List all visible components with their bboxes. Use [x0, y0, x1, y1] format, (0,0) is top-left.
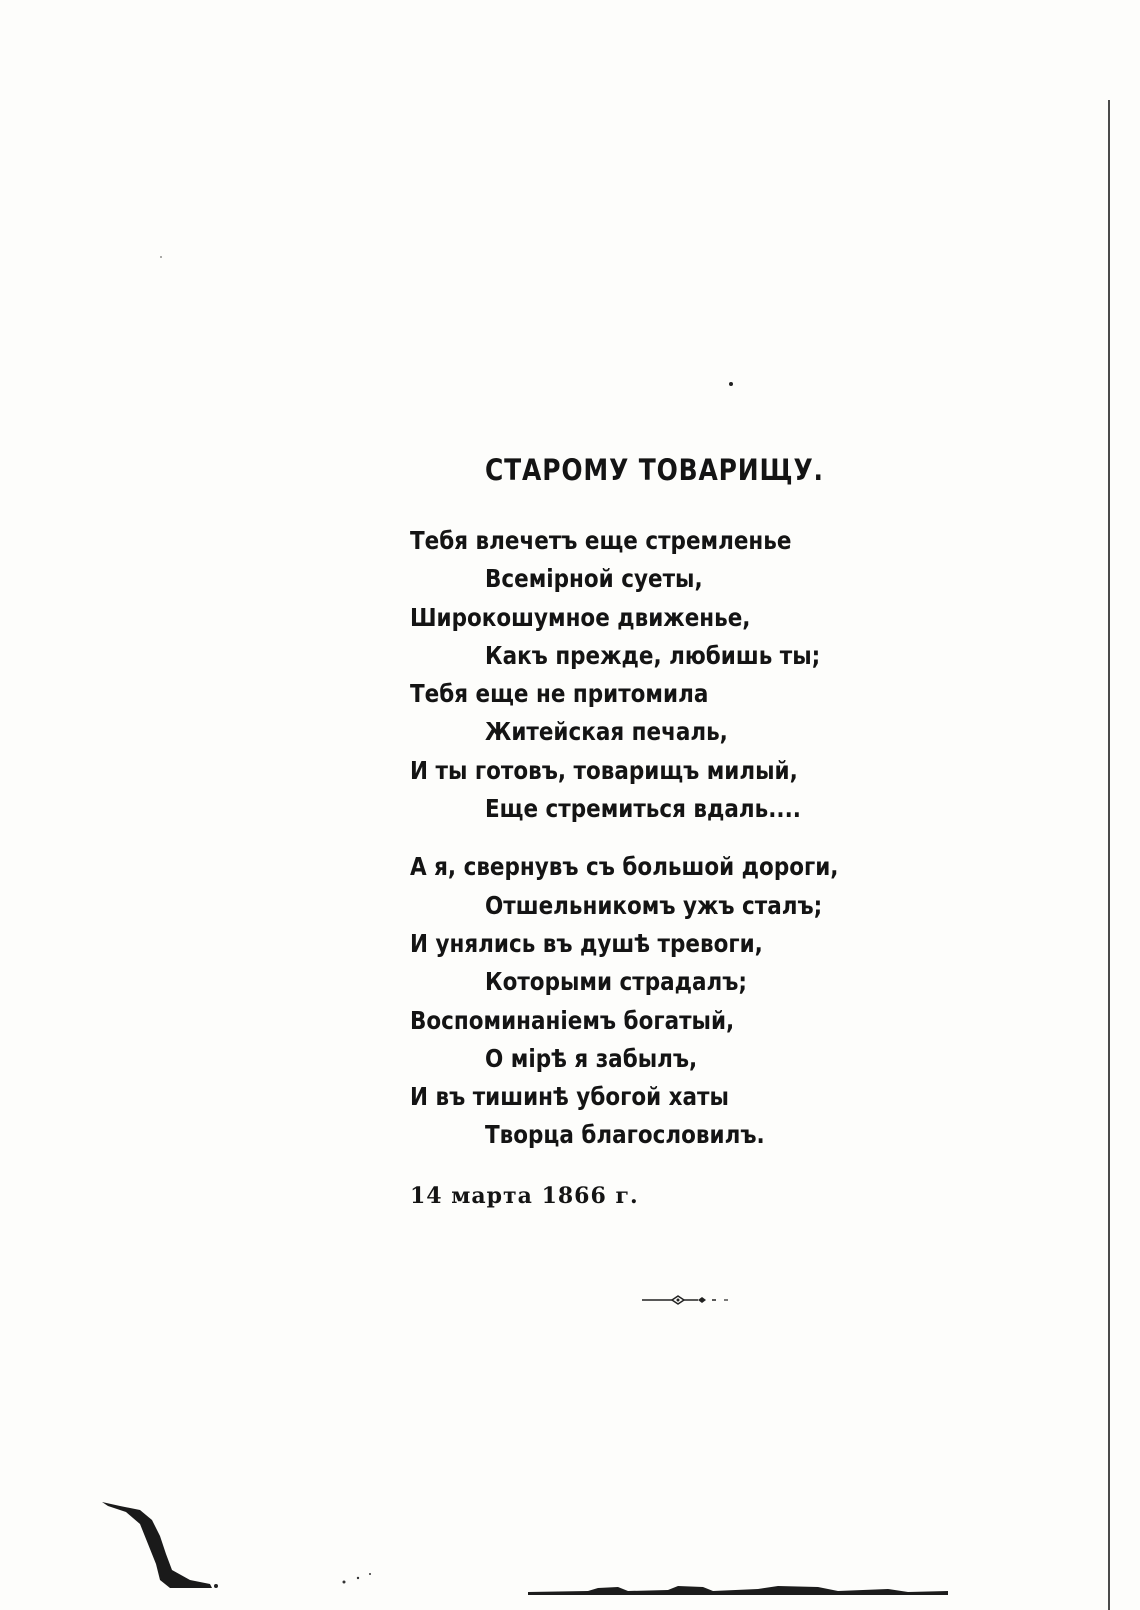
poem-line: О мірѣ я забылъ,: [485, 1043, 698, 1073]
poem-date: 14 марта 1866 г.: [410, 1182, 639, 1209]
stanza: [410, 848, 970, 1154]
poem-line: Которыми страдалъ;: [485, 967, 748, 997]
ink-speck: [160, 256, 162, 258]
poem-line: Какъ прежде, любишь ты;: [485, 640, 821, 670]
ink-smudge: [100, 1500, 400, 1590]
poem: [410, 450, 970, 1209]
poem-body: [410, 522, 970, 1155]
scan-edge-strip: [528, 1583, 948, 1597]
ink-speck: [729, 382, 733, 386]
poem-line: Отшельникомъ ужъ сталъ;: [485, 890, 823, 920]
poem-line: Воспоминаніемъ богатый,: [410, 1005, 735, 1035]
poem-line: А я, свернувъ съ большой дороги,: [410, 852, 839, 882]
poem-title: СТАРОМУ ТОВАРИЩУ.: [485, 453, 824, 487]
poem-line: Всемірной суеты,: [485, 564, 703, 594]
stanza: [410, 522, 970, 828]
poem-line: И въ тишинѣ убогой хаты: [410, 1082, 729, 1112]
poem-line: Творца благословилъ.: [485, 1120, 765, 1150]
page-edge-line: [1108, 100, 1110, 1610]
poem-line: Широкошумное движенье,: [410, 602, 751, 632]
poem-line: И ты готовъ, товарищъ милый,: [410, 755, 798, 785]
ornament-divider: [642, 1293, 732, 1307]
poem-line: Тебя влечетъ еще стремленье: [410, 526, 792, 555]
poem-line: Еще стремиться вдаль....: [485, 794, 801, 824]
poem-line: Житейская печаль,: [485, 717, 728, 747]
poem-line: Тебя еще не притомила: [410, 679, 709, 709]
poem-line: И унялись въ душѣ тревоги,: [410, 928, 763, 958]
